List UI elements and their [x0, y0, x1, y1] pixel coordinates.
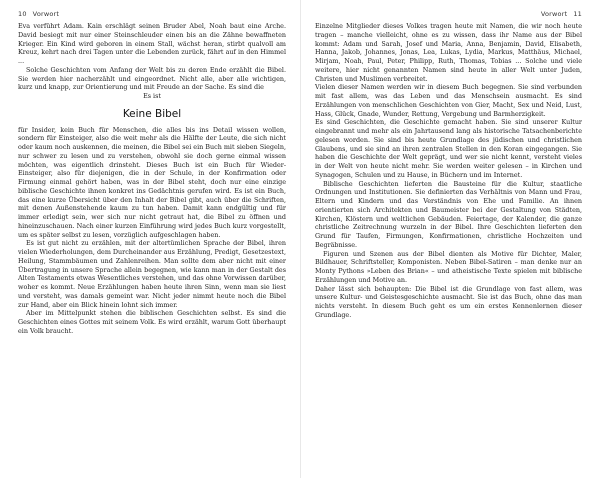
paragraph: Eva verführt Adam. Kain erschlägt seinen Bruder Abel, Noah baut eine Arche. David besiegt mit nur einer Steinschleuder einen bis an die Zähne bewaffneten Krieger. Ein Kind wird geboren in einem Stall, wächst heran, stirbt qualvoll am Kreuz, kehrt nach drei Tagen unter die Lebenden zurück, fährt auf in den Himmel ... [18, 22, 286, 65]
paragraph: Aber im Mittelpunkt stehen die biblischen Geschichten selbst. Es sind die Geschichten eines Gottes mit seinem Volk. Es wird erzählt, warum Gott überhaupt ein Volk braucht. [18, 309, 286, 335]
paragraph: Solche Geschichten vom Anfang der Welt bis zu deren Ende erzählt die Bibel. Sie werden hier nacherzählt und eingeordnet. Nicht alle, aber alle wichtigen, kurz und knapp, zur Orientierung und mit Freude an der Sache. Es sind die [18, 65, 286, 92]
paragraph: für Insider, kein Buch für Menschen, die alles bis ins Detail wissen wollen, sondern für Einsteiger, also die weit mehr als die Hälfte der Leute, die sich nicht oder kaum noch auskennen, die meinen, die Bibel sei ein Buch mit sieben Siegeln, nur schwer zu lesen und zu verstehen, obwohl sie doch gerne einmal wissen möchten, was eigentlich drinsteht. Dieses Buch ist ein Buch für Wieder-Einsteiger, also für diejenigen, die in der Schule, in der Konfirmation oder Firmung einmal gehört haben, was in der Bibel steht, doch nur eine einzige biblische Geschichte ihnen konkret ins Gedächtnis gerufen wird. Es ist ein Buch, das eine kurze Übersicht über den Inhalt der Bibel gibt, auch über die Schriften, mit denen Außenstehende kaum zu tun haben. Damit kann endgültig und für immer erledigt sein, wer sich nur nicht getraut hat, die Bibel zu öffnen und hineinzuschauen. Nach einer kurzen Einführung wird jedes Buch kurz vorgestellt, um es später selbst zu lesen, vorzüglich aufgeschlagen haben. [18, 125, 286, 239]
page-number: 11 [573, 10, 582, 18]
right-page [300, 0, 600, 478]
running-head: Vorwort [540, 10, 568, 18]
left-page-body [18, 22, 286, 336]
running-head: Vorwort [32, 10, 60, 18]
paragraph: Es ist gut nicht zu erzählen, mit der altertümlichen Sprache der Bibel, ihren vielen Wiederholungen, dem Durcheinander aus Erzählung, Predigt, Gesetzestext, Heilung, Stammbäumen und Zahlenreihen. Man sollte dem aber nicht mit einer Übertragung in unsere Sprache allein begegnen, wie kann man in der Gestalt des Alten Testaments etwas Wesentliches verstehen, und das ohne Vorwissen darüber, woher es kommt. Neue Erzählungen haben heute ihren Sinn, wenn man sie liest und versteht, was damals gemeint war. Nicht jeder nimmt heute noch die Bibel zur Hand, aber ein Blick hinein lohnt sich immer. [18, 239, 286, 309]
paragraph: Vielen dieser Namen werden wir in diesem Buch begegnen. Sie sind verbunden mit fast allem, was das Leben und das Menschsein ausmacht. Es sind Erzählungen von menschlichen Geschichten von Gier, Macht, Sex und Neid, Lust, Hass, Glück, Gnade, Wunder, Rettung, Vergebung und Barmherzigkeit. [315, 83, 582, 118]
paragraph: Figuren und Szenen aus der Bibel dienten als Motive für Dichter, Maler, Bildhauer, Schriftsteller, Komponisten. Neben Bibel-Satiren – man denke nur an Monty Pythons »Leben des Brian« – und atheistische Texte spielen mit biblische Erzählungen und Motive an. [315, 249, 582, 284]
right-page-body [315, 22, 582, 320]
paragraph: Es sind Geschichten, die Geschichte gemacht haben. Sie sind unserer Kultur eingebrannt und mehr als ein Jahrtausend lang als historische Tatsachenberichte gelesen worden. Sie sind bis heute Grundlage des jüdischen und christlichen Glaubens, und sie sind an ihren zentralen Stellen in den Koran eingegangen. Sie haben die Geschichte der Welt geprägt, und wer sie nicht kennt, versteht vieles in der Welt von heute nicht mehr. Sie werden weiter gelesen – in Kirchen und Synagogen, Schulen und zu Hause, in Büchern und im Internet. [315, 118, 582, 179]
running-header-left [18, 10, 286, 22]
paragraph: Daher lässt sich behaupten: Die Bibel ist die Grundlage von fast allem, was unsere Kultur- und Geistesgeschichte ausmacht. Sie ist das Buch, ohne das man nichts versteht. In diesem Buch geht es um ein erstes Kennenlernen dieser Grundlage. [315, 284, 582, 319]
paragraph-end: Es ist [143, 92, 161, 100]
section-heading: Keine Bibel [122, 107, 182, 120]
page-number: 10 [18, 10, 27, 18]
paragraph: Einzelne Mitglieder dieses Volkes tragen heute mit Namen, die wir noch heute tragen – manche vielleicht, ohne es zu wissen, dass ihr Name aus der Bibel kommt: Adam und Sarah, Josef und Maria, Anna, Benjamin, David, Elisabeth, Hanna, Jakob, Johannes, Jonas, Lea, Lukas, Lydia, Markus, Matthäus, Michael, Mirjam, Noah, Paul, Peter, Philipp, Ruth, Thomas, Tobias ... Solche und viele weitere, hier nicht genannten Namen sind heute in aller Welt unter Juden, Christen und Muslimen verbreitet. [315, 22, 582, 83]
paragraph: Biblische Geschichten lieferten die Bausteine für die Kultur, staatliche Ordnungen und Institutionen. Sie definierten das Verhältnis von Mann und Frau, Eltern und Kindern und das Verständnis von Ehe und Familie. An ihnen orientierten sich Architekten und Baumeister bei der Gestaltung von Städten, Kirchen, Klöstern und weltlichen Gebäuden. Feiertage, der Kalender, die ganze christliche Zeitrechnung wurzeln in der Bibel. Ihre Geschichten lieferten den Grund für Taufen, Firmungen, Konfirmationen, christliche Hochzeiten und Begräbnisse. [315, 179, 582, 249]
running-header-right [315, 10, 582, 22]
